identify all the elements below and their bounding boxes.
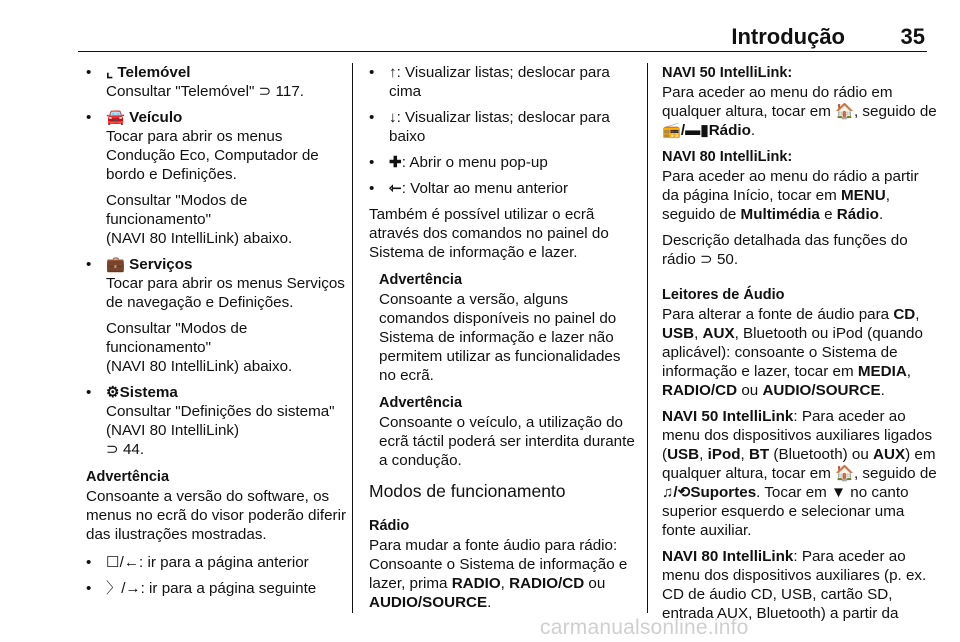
bullet: • (86, 384, 92, 401)
list-item-back (369, 179, 637, 198)
page-title: Introdução (731, 24, 845, 49)
warning-title: Advertência (379, 272, 463, 288)
subheading: NAVI 50 IntelliLink: (662, 65, 793, 81)
warning-box (369, 394, 637, 470)
car-icon: 🚘 (106, 109, 125, 126)
paragraph-navi50: NAVI 50 IntelliLink: Para aceder ao menu do rádio em qualquer altura, tocar em 🏠, seguido de 📻/▬▮Rádio. (662, 65, 937, 139)
page-ref: 117. (271, 83, 304, 100)
triangle-down-icon: ▼ (831, 484, 847, 501)
paragraph-n50: NAVI 50 IntelliLink: Para aceder ao menu dos dispositivos auxiliares ligados (USB, iPod, BT (Bluetooth) ou AUX) em qualquer altura, tocar em 🏠, seguido de ♫/⟲Suportes. Tocar em ▼ no canto superior esquerdo e selecionar uma fonte auxiliar. (662, 408, 937, 539)
page-ref-icon: ⊃ (106, 441, 119, 458)
bullet: • (369, 109, 375, 126)
paragraph-radio: Para mudar a fonte áudio para rádio: Consoante o Sistema de informação e lazer, prima RADIO, RADIO/CD ou AUDIO/SOURCE. (369, 537, 628, 611)
paragraph-navi80: NAVI 80 IntelliLink: Para aceder ao menu do rádio a partir da página Início, tocar em MENU, seguido de Multimédia e Rádio. (662, 149, 919, 223)
item-text: (NAVI 80 IntelliLink) abaixo. (106, 358, 293, 375)
briefcase-icon: 💼 (106, 256, 125, 273)
paragraph: Também é possível utilizar o ecrã através dos comandos no painel do Sistema de informação e lazer. (369, 206, 609, 261)
home-icon: 🏠 (835, 465, 854, 482)
subsection-heading: Rádio (369, 518, 410, 534)
page-ref: 44. (118, 441, 145, 458)
item-text: Consultar "Modos de funcionamento" (106, 192, 248, 228)
bullet: • (86, 580, 92, 597)
page-ref-icon: ⊃ (258, 83, 272, 100)
list-item-veiculo (86, 108, 348, 248)
item-text: Consultar "Telemóvel" (106, 83, 259, 100)
list-item-popup (369, 153, 637, 172)
list-item-prev-page (86, 553, 348, 572)
paragraph-n80: NAVI 80 IntelliLink: Para aceder ao menu dos dispositivos auxiliares (p. ex. CD de áudio CD, USB, cartão SD, entrada AUX, Bluetooth) a partir da (662, 548, 927, 622)
home-icon: 🏠 (835, 103, 854, 120)
item-text: : ir para a página anterior (139, 554, 309, 571)
item-text: : Visualizar listas; deslocar para baixo (389, 109, 610, 145)
column-1 (86, 63, 348, 605)
phone-icon: ⌞ (106, 64, 114, 81)
list-item-scroll-down (369, 108, 637, 146)
item-text: : ir para a página seguinte (140, 580, 317, 597)
warning-text: Consoante a versão, alguns comandos disponíveis no painel do Sistema de informação e lazer não permitem utilizar as funcionalidades no ecrã. (379, 291, 621, 384)
list-item-sistema (86, 383, 348, 459)
gear-icon: ⚙ (106, 384, 120, 401)
bullet: • (369, 154, 375, 171)
warning-text: Consoante a versão do software, os menus no ecrã do visor poderão diferir das ilustrações mostradas. (86, 488, 347, 543)
item-text: : Abrir o menu pop-up (401, 154, 548, 171)
warning-title: Advertência (86, 469, 170, 485)
list-item-telemovel (86, 63, 348, 101)
column-divider-1 (352, 63, 353, 613)
item-title: Telemóvel (117, 64, 191, 81)
next-page-icon: 〉/→ (106, 580, 141, 597)
bullet: • (86, 554, 92, 571)
item-text: Tocar para abrir os menus Condução Eco, Computador de bordo e Definições. (106, 128, 319, 183)
item-text: : Visualizar listas; deslocar para cima (389, 64, 610, 100)
arrow-down-icon: ↓ (389, 109, 397, 126)
list-item-next-page (86, 579, 348, 598)
warning-box (86, 468, 348, 544)
item-text: Consultar "Modos de funcionamento" (106, 320, 248, 356)
subheading: Leitores de Áudio (662, 287, 785, 303)
prev-page-icon: ☐/← (106, 554, 140, 571)
arrow-up-icon: ↑ (389, 64, 397, 81)
item-text: (NAVI 80 IntelliLink) abaixo. (106, 230, 293, 247)
bullet: • (86, 64, 92, 81)
media-icon: ♫/⟲ (662, 484, 691, 501)
list-item-servicos (86, 255, 348, 376)
column-3 (662, 63, 938, 630)
page-ref-icon: ⊃ (700, 251, 713, 268)
paragraph-desc: Descrição detalhada das funções do rádio ⊃ 50. (662, 232, 908, 268)
watermark: carmanualsonline.info (540, 616, 749, 639)
warning-text: Consoante o veículo, a utilização do ecrã táctil poderá ser interdita durante a condução. (379, 414, 635, 469)
page-header (78, 22, 927, 52)
warning-box (369, 271, 637, 385)
radio-icon: 📻/▬▮ (662, 122, 709, 139)
page-number: 35 (900, 24, 925, 49)
bullet: • (86, 109, 92, 126)
item-title: Sistema (119, 384, 178, 401)
subheading: NAVI 80 IntelliLink: (662, 149, 793, 165)
column-2 (369, 63, 637, 619)
item-text: : Voltar ao menu anterior (401, 180, 569, 197)
item-text: Tocar para abrir os menus Serviços de navegação e Definições. (106, 275, 345, 311)
item-title: Serviços (129, 256, 193, 273)
item-title: Veículo (129, 109, 183, 126)
paragraph-leitores: Leitores de Áudio Para alterar a fonte de áudio para CD, USB, AUX, Bluetooth ou iPod (quando aplicável): consoante o Sistema de informação e lazer, tocar em MEDIA, RADIO/CD ou AUDIO/SOURCE. (662, 287, 923, 399)
warning-title: Advertência (379, 395, 463, 411)
header-rule (78, 51, 927, 52)
list-item-scroll-up (369, 63, 637, 101)
section-heading: Modos de funcionamento (369, 481, 566, 501)
bullet: • (369, 64, 375, 81)
plus-icon: ✚ (389, 154, 402, 171)
bullet: • (369, 180, 375, 197)
column-divider-2 (647, 63, 648, 613)
bullet: • (86, 256, 92, 273)
back-arrow-icon: ⇽ (389, 180, 402, 197)
item-text: Consultar "Definições do sistema" (NAVI 80 IntelliLink) (106, 403, 335, 439)
